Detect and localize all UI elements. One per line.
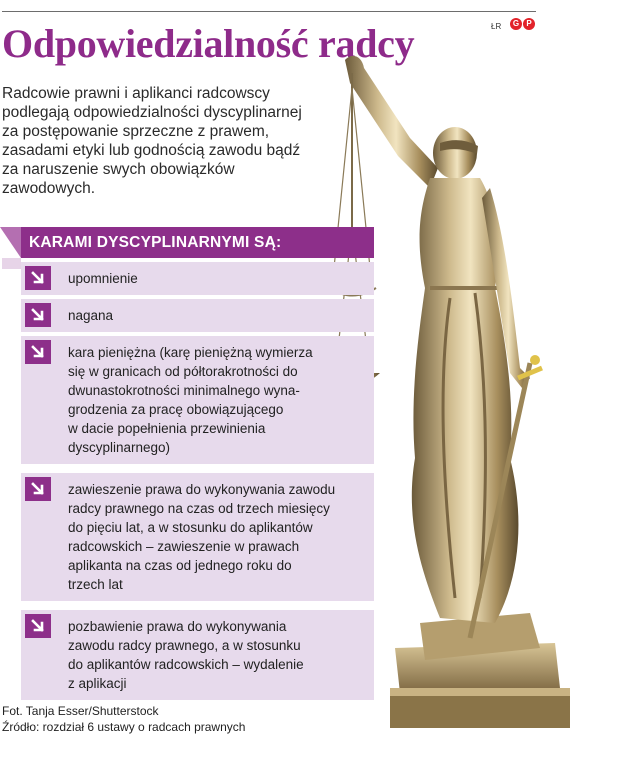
penalties-header: KARAMI DYSCYPLINARNYMI SĄ: [21,227,374,258]
arrow-down-right-icon [25,303,51,327]
penalty-item [21,610,374,700]
penalty-line: nagana [68,308,114,323]
author-initials: ŁR [491,22,502,31]
logo-letter-p: P [523,18,535,30]
header-fold-decoration [0,227,21,258]
penalty-line: zawodu radcy prawnego, a w stosunku [68,638,301,653]
logo-letter-g: G [510,18,522,30]
penalty-line: do pięciu lat, a w stosunku do aplikantów [68,520,313,535]
penalty-line: się w granicach od półtorakrotności do [68,364,298,379]
penalty-line: aplikanta na czas od jednego roku do [68,558,292,573]
penalty-line: trzech lat [68,577,123,592]
penalty-line: w dacie popełnienia przewinienia [68,421,266,436]
penalty-line: dwunastokrotności minimalnego wyna- [68,383,300,398]
penalty-line: kara pieniężna (karę pieniężną wymierza [68,345,313,360]
penalty-item [21,336,374,464]
penalty-line: do aplikantów radcowskich – wydalenie [68,657,304,672]
intro-line: Radcowie prawni i aplikanci radcowscy [2,85,270,102]
penalty-line: pozbawienie prawa do wykonywania [68,619,287,634]
penalty-item [21,262,374,295]
penalty-item [21,299,374,332]
top-rule [2,11,536,12]
penalty-item [21,473,374,601]
intro-line: za postępowanie sprzeczne z prawem, [2,123,270,140]
photo-credit: Fot. Tanja Esser/Shutterstock [2,704,159,718]
arrow-down-right-icon [25,614,51,638]
intro-paragraph [2,84,332,198]
header-fold-shadow [2,258,21,269]
intro-line: zasadami etyki lub godnością zawodu bądź [2,142,301,159]
publisher-logo [510,18,535,30]
arrow-down-right-icon [25,477,51,501]
penalty-line: zawieszenie prawa do wykonywania zawodu [68,482,336,497]
intro-line: podlegają odpowiedzialności dyscyplinarnej [2,104,302,121]
source-note: Źródło: rozdział 6 ustawy o radcach prawnych [2,720,246,734]
intro-line: zawodowych. [2,180,96,197]
arrow-down-right-icon [25,266,51,290]
penalty-line: dyscyplinarnego) [68,440,171,455]
penalty-line: radcy prawnego na czas od trzech miesięcy [68,501,330,516]
penalty-line: grodzenia za pracę obowiązującego [68,402,284,417]
penalty-line: z aplikacji [68,676,127,691]
intro-line: za naruszenie swych obowiązków [2,161,235,178]
footer-notes [2,703,245,735]
penalties-list [21,262,374,704]
page-title: Odpowiedzialność radcy [2,21,415,66]
arrow-down-right-icon [25,340,51,364]
penalty-line: upomnienie [68,271,138,286]
penalty-line: radcowskich – zawieszenie w prawach [68,539,300,554]
